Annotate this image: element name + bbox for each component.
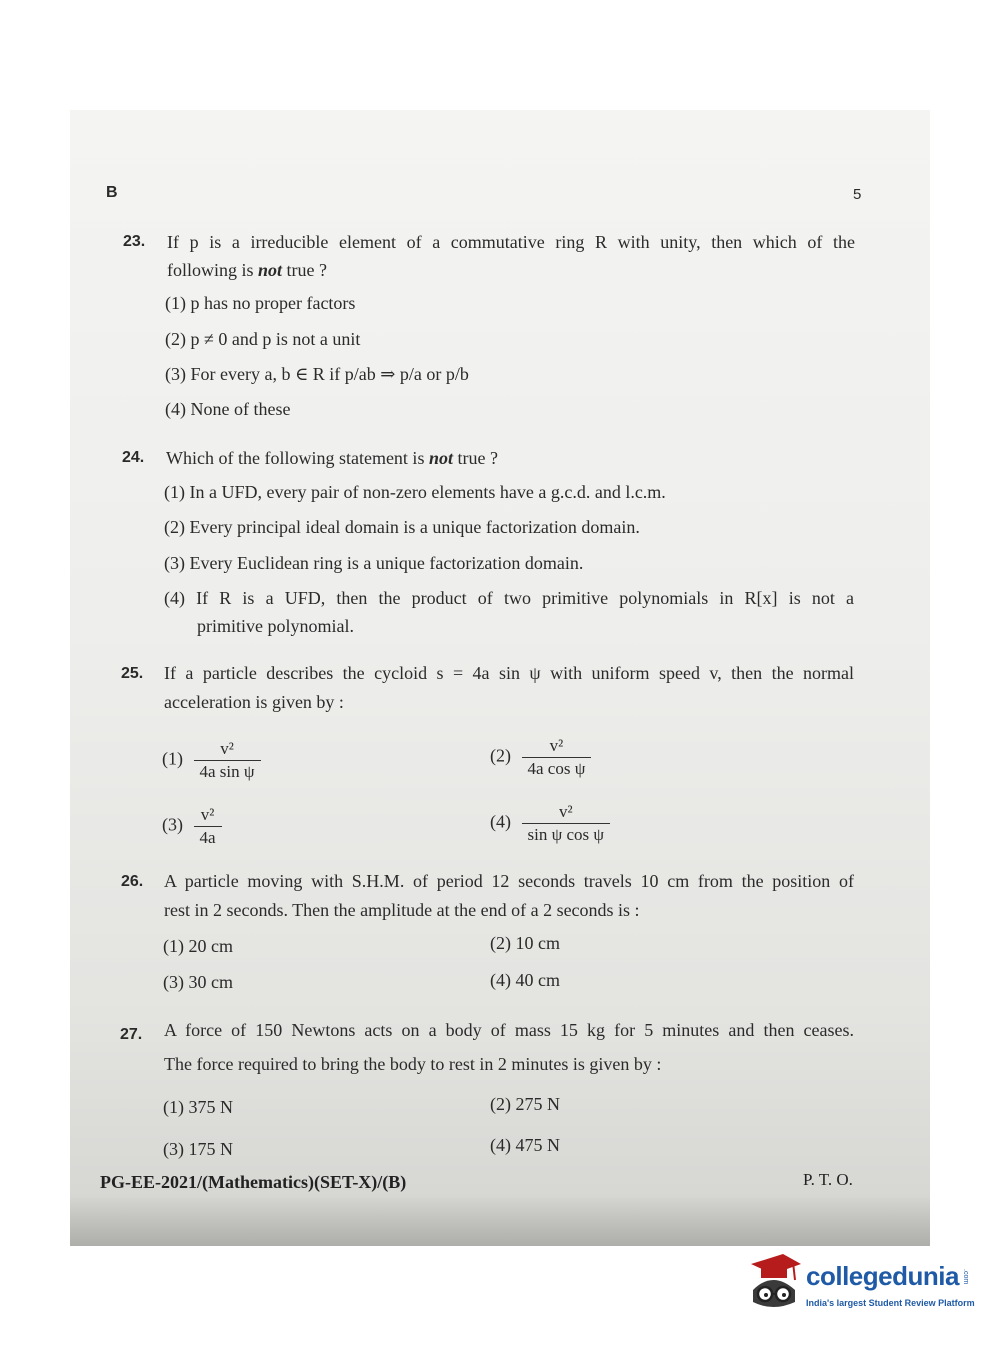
fraction <box>194 739 261 782</box>
question-24-text: Which of the following statement is not true ? <box>166 448 498 468</box>
question-26-option-4[interactable]: (4) 40 cm <box>490 970 560 990</box>
question-23-text-line2: following is not true ? <box>167 260 328 280</box>
question-23-option-2[interactable]: (2) p ≠ 0 and p is not a unit <box>165 329 361 349</box>
fraction-denominator: 4a sin ψ <box>199 762 255 781</box>
question-23-option-1[interactable]: (1) p has no proper factors <box>165 293 356 313</box>
question-23-option-4[interactable]: (4) None of these <box>165 399 291 419</box>
page-shadow <box>70 1195 930 1246</box>
brand-name: collegedunia <box>806 1261 959 1291</box>
question-25-number: 25. <box>121 665 144 682</box>
set-letter: B <box>106 184 118 201</box>
option-label: (1) <box>162 748 183 769</box>
question-25-text-line2: acceleration is given by : <box>164 692 344 712</box>
question-23-text-line1: If p is a irreducible element of a commutative ring R with unity, then which of the <box>167 232 855 252</box>
fraction-denominator: sin ψ cos ψ <box>527 825 605 844</box>
question-27-option-4[interactable]: (4) 475 N <box>490 1135 560 1155</box>
option-label: (3) <box>162 814 183 835</box>
question-27-text-line1: A force of 150 Newtons acts on a body of mass 15 kg for 5 minutes and then ceases. <box>164 1020 854 1040</box>
question-25-option-3[interactable] <box>162 805 222 848</box>
question-27-option-2[interactable]: (2) 275 N <box>490 1094 560 1114</box>
question-23-number: 23. <box>123 233 146 250</box>
question-26-option-1[interactable]: (1) 20 cm <box>163 936 233 956</box>
question-25-option-2[interactable] <box>490 736 591 779</box>
brand-domain-suffix: .com <box>962 1269 969 1285</box>
question-27-number: 27. <box>120 1026 143 1043</box>
fraction <box>194 805 222 848</box>
question-26-text-line2: rest in 2 seconds. Then the amplitude at the end of a 2 seconds is : <box>164 900 640 920</box>
mascot-logo-icon <box>743 1250 805 1312</box>
option-label: (4) <box>490 811 511 832</box>
fraction <box>522 736 592 779</box>
fraction-denominator: 4a cos ψ <box>527 759 586 778</box>
question-26-text-line1: A particle moving with S.H.M. of period 12 seconds travels 10 cm from the position of <box>164 871 854 891</box>
question-25-option-4[interactable] <box>490 802 610 845</box>
question-25-text-line1: If a particle describes the cycloid s = 4a sin ψ with uniform speed v, then the normal <box>164 663 854 683</box>
question-24-option-3[interactable]: (3) Every Euclidean ring is a unique factorization domain. <box>164 553 584 573</box>
page-number: 5 <box>853 186 862 203</box>
question-26-number: 26. <box>121 873 144 890</box>
page-turn-over: P. T. O. <box>803 1170 853 1189</box>
paper-code: PG-EE-2021/(Mathematics)(SET-X)/(B) <box>100 1172 407 1192</box>
question-27-option-3[interactable]: (3) 175 N <box>163 1139 233 1159</box>
fraction-numerator: v² <box>558 802 573 821</box>
brand-tagline: India's largest Student Review Platform <box>806 1298 975 1308</box>
option-label: (2) <box>490 745 511 766</box>
question-27-text-line2: The force required to bring the body to rest in 2 minutes is given by : <box>164 1054 662 1074</box>
question-24-option-4[interactable]: (4) If R is a UFD, then the product of two primitive polynomials in R[x] is not a <box>164 588 854 608</box>
question-24-option-2[interactable]: (2) Every principal ideal domain is a unique factorization domain. <box>164 517 640 537</box>
question-25-option-1[interactable] <box>162 739 261 782</box>
fraction-numerator: v² <box>549 736 564 755</box>
fraction <box>522 802 611 845</box>
fraction-numerator: v² <box>220 739 234 758</box>
fraction-numerator: v² <box>200 805 215 824</box>
question-27-option-1[interactable]: (1) 375 N <box>163 1097 233 1117</box>
fraction-denominator: 4a <box>199 828 216 847</box>
question-26-option-2[interactable]: (2) 10 cm <box>490 933 560 953</box>
question-24-number: 24. <box>122 449 145 466</box>
question-24-option-1[interactable]: (1) In a UFD, every pair of non-zero elements have a g.c.d. and l.c.m. <box>164 482 666 502</box>
question-24-option-4-continued: primitive polynomial. <box>197 616 354 636</box>
question-23-option-3[interactable]: (3) For every a, b ∈ R if p/ab ⇒ p/a or p/b <box>165 364 469 384</box>
question-26-option-3[interactable]: (3) 30 cm <box>163 972 233 992</box>
